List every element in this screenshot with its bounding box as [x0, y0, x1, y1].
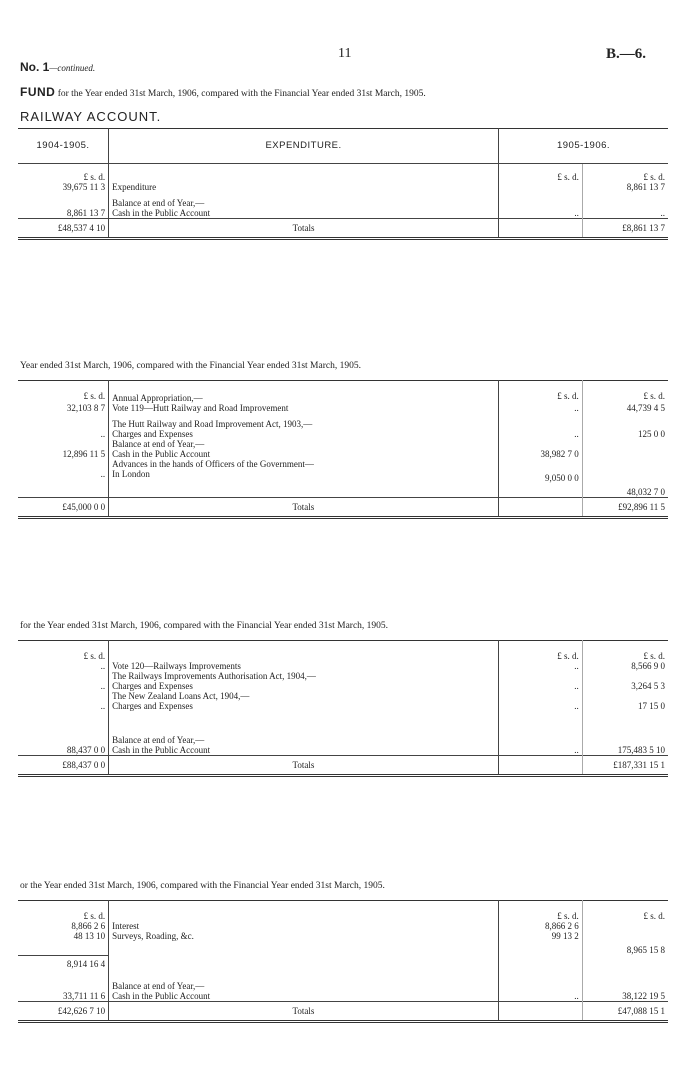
amount-current-year: £ s. d.: [643, 651, 665, 661]
table-row: [18, 429, 668, 439]
amount-detail: [498, 955, 582, 969]
row-description: Vote 120—Railways Improvements: [109, 661, 499, 671]
table-row: [18, 981, 668, 991]
amount-prior-year: £ s. d.: [18, 641, 109, 662]
row-description: Balance at end of Year,—: [109, 735, 499, 745]
amount-prior-year: 8,866 2 6: [18, 921, 109, 931]
row-description: The Railways Improvements Authorisation Act, 1904,—: [109, 671, 499, 681]
amount-detail: [498, 459, 582, 469]
row-description: [109, 208, 499, 219]
table-row: [18, 459, 668, 469]
table-row: [18, 691, 668, 701]
amount-current-year: 3,264 5 3: [631, 681, 665, 691]
amount-detail: £ s. d.: [498, 641, 582, 662]
amount-current-year: [582, 921, 668, 931]
amount-prior-year: [18, 691, 109, 701]
row-label: Balance at end of Year,—: [112, 198, 205, 208]
amount-current-year: 8,861 13 7: [626, 182, 665, 192]
continued-no: No. 1: [20, 60, 50, 74]
amount-prior-year: [18, 439, 109, 449]
amount-detail: 38,982 7 0: [498, 449, 582, 459]
row-description: Totals: [109, 1001, 499, 1021]
total-right: £8,861 13 7: [582, 219, 668, 239]
totals-row: [18, 219, 668, 239]
amount-current-year: [582, 439, 668, 449]
row-description: [109, 901, 499, 922]
table-row: [18, 198, 668, 208]
amount-detail: ..: [498, 403, 582, 413]
amount-detail: £ s. d.: [498, 381, 582, 404]
amount-prior-year: 33,711 11 6: [18, 991, 109, 1002]
col-year-1904: 1904-1905.: [18, 129, 109, 164]
table-row: [18, 901, 668, 922]
amount-detail: [498, 419, 582, 429]
total-left: £48,537 4 10: [18, 219, 109, 239]
amount-detail: [498, 671, 582, 681]
amount-prior-year: ..: [18, 681, 109, 691]
amount-current-year: 48,032 7 0: [626, 487, 665, 497]
amount-prior-year: £ s. d.: [18, 381, 109, 404]
table-row: [18, 419, 668, 429]
col-year-1905: 1905-1906.: [499, 129, 668, 164]
hutt-railway-table: [18, 380, 668, 519]
page-number: 11: [338, 46, 352, 61]
row-description: Cash in the Public Account: [109, 991, 499, 1002]
amount-prior-year: [18, 459, 109, 469]
amount-current-year: 125 0 0: [638, 429, 665, 439]
table-row: [18, 439, 668, 449]
amount-prior-year: 8,914 16 4: [18, 955, 109, 969]
table-row: [18, 991, 668, 1002]
amount-current-year: [582, 981, 668, 991]
amount-current-year: 175,483 5 10: [617, 745, 665, 755]
amount-prior-year: ..: [18, 701, 109, 711]
row-description: Balance at end of Year,—: [109, 439, 499, 449]
row-description: Charges and Expenses: [109, 681, 499, 691]
amount-prior-year: £42,626 7 10: [18, 1001, 109, 1021]
amount-prior-year: [18, 735, 109, 745]
amount-prior-year: £45,000 0 0: [18, 498, 109, 518]
table-row: [18, 129, 668, 164]
amount-prior-year: [18, 483, 109, 498]
section2-heading: Year ended 31st March, 1906, compared with the Financial Year ended 31st March, 1905.: [20, 361, 361, 371]
row-description: The Hutt Railway and Road Improvement Act, 1903,—: [109, 419, 499, 429]
amount-detail: ..: [498, 681, 582, 691]
amount-detail: [499, 182, 583, 192]
row-description: The New Zealand Loans Act, 1904,—: [109, 691, 499, 701]
continued-word: —continued.: [49, 63, 96, 73]
totals-row: [18, 498, 668, 518]
totals-row: [18, 1001, 668, 1021]
amount-prior-year: [18, 711, 109, 735]
table-row: [18, 921, 668, 931]
row-label: Cash in the Public Account: [112, 208, 211, 218]
amount-prior-year: 48 13 10: [18, 931, 109, 941]
section3-heading: for the Year ended 31st March, 1906, compared with the Financial Year ended 31st March, 1905.: [20, 621, 389, 631]
amount-current-year: 38,122 19 5: [622, 990, 665, 1001]
money-head: £ s. d.: [18, 164, 109, 183]
table-row: [18, 969, 668, 981]
amount-current-year: [582, 459, 668, 469]
amount-current-year: £ s. d.: [643, 391, 665, 401]
section4-heading: or the Year ended 31st March, 1906, compared with the Financial Year ended 31st March, 1905.: [20, 881, 385, 891]
amount-detail: [499, 219, 583, 239]
table-row: [18, 483, 668, 498]
totals-row: [18, 756, 668, 776]
col-expenditure: EXPENDITURE.: [109, 129, 499, 164]
table-row: [18, 641, 668, 662]
fund-word: FUND: [20, 85, 56, 99]
table-row: [18, 449, 668, 459]
amount-detail: [498, 691, 582, 701]
table-row: [18, 711, 668, 735]
table-row: [18, 381, 668, 404]
amount-detail: [498, 735, 582, 745]
table-row: [18, 745, 668, 756]
row-description: Cash in the Public Account: [109, 449, 499, 459]
amount-current-year: [582, 735, 668, 745]
amount-detail: ..: [498, 429, 582, 439]
amount-detail: ..: [498, 701, 582, 711]
amount-current-year: ..: [660, 208, 665, 218]
row-description: [109, 483, 499, 498]
amount-detail: [498, 969, 582, 981]
amount-prior-year: 32,103 8 7: [18, 403, 109, 413]
amount-current-year: [582, 969, 668, 981]
railway-account-table: [18, 128, 668, 240]
row-description: [109, 969, 499, 981]
amount-current-year: [582, 955, 668, 969]
amount-detail: [498, 981, 582, 991]
amount-prior-year: ..: [18, 661, 109, 671]
row-description: Totals: [109, 498, 499, 518]
table-row: [18, 208, 668, 219]
amount-current-year: 8,566 9 0: [631, 661, 665, 671]
amount-detail: [498, 439, 582, 449]
amount-prior-year: [18, 671, 109, 681]
amount-detail: 99 13 2: [498, 931, 582, 941]
amount-detail: ..: [498, 745, 582, 756]
amount-current-year: [582, 449, 668, 459]
money-head: £ s. d.: [643, 172, 665, 182]
table-row: [18, 701, 668, 711]
row-description: Charges and Expenses: [109, 429, 499, 439]
amount-prior-year: [18, 981, 109, 991]
row-description: [109, 955, 499, 969]
row-description: Charges and Expenses: [109, 701, 499, 711]
row-description: Annual Appropriation,—: [109, 381, 499, 404]
amount-detail: 9,050 0 0: [498, 469, 582, 483]
amount-prior-year: ..: [18, 469, 109, 483]
fund-heading-rest: for the Year ended 31st March, 1906, compared with the Financial Year ended 31st March, 1905.: [55, 89, 426, 99]
amount-prior-year: [18, 198, 109, 208]
amount-current-year: [582, 671, 668, 681]
table-row: [18, 403, 668, 413]
row-description: [109, 641, 499, 662]
amount-prior-year: 39,675 11 3: [18, 182, 109, 192]
amount-detail: [498, 1001, 582, 1021]
row-description: Balance at end of Year,—: [109, 981, 499, 991]
table-row: [18, 469, 668, 483]
amount-detail: ..: [499, 208, 583, 219]
amount-prior-year: 12,896 11 5: [18, 449, 109, 459]
row-description: [109, 941, 499, 955]
amount-current-year: £ s. d.: [643, 911, 665, 921]
amount-prior-year: £ s. d.: [18, 901, 109, 922]
amount-detail: 8,866 2 6: [498, 921, 582, 931]
paper-id: B.—6.: [606, 46, 647, 62]
row-description: Vote 119—Hutt Railway and Road Improvement: [109, 403, 499, 413]
amount-detail: £ s. d.: [498, 901, 582, 922]
interest-surveys-table: [18, 900, 668, 1023]
table-row: [18, 164, 668, 183]
amount-detail: [498, 941, 582, 955]
continued-label: [20, 60, 95, 75]
amount-current-year: [582, 691, 668, 701]
amount-current-year: [582, 469, 668, 483]
amount-current-year: 44,739 4 5: [626, 403, 665, 413]
table-row: [18, 735, 668, 745]
amount-prior-year: [18, 969, 109, 981]
amount-detail: ..: [498, 991, 582, 1002]
amount-prior-year: £88,437 0 0: [18, 756, 109, 776]
row-description: [109, 164, 499, 183]
totals-label: Totals: [109, 219, 499, 239]
amount-current-year: £47,088 15 1: [582, 1001, 668, 1021]
money-head: £ s. d.: [499, 164, 583, 183]
row-description: [109, 711, 499, 735]
railway-account-title: RAILWAY ACCOUNT.: [20, 109, 162, 124]
table-row: [18, 671, 668, 681]
fund-heading: [20, 85, 426, 99]
row-label: Expenditure: [112, 182, 157, 192]
table-row: [18, 182, 668, 192]
amount-current-year: £187,331 15 1: [582, 756, 668, 776]
amount-detail: [498, 711, 582, 735]
amount-prior-year: 8,861 13 7: [18, 208, 109, 219]
row-description: Interest: [109, 921, 499, 931]
row-description: Advances in the hands of Officers of the Government—: [109, 459, 499, 469]
amount-current-year: [582, 419, 668, 429]
row-description: Totals: [109, 756, 499, 776]
amount-detail: [499, 198, 583, 208]
row-description: Surveys, Roading, &c.: [109, 931, 499, 941]
amount-detail: [498, 483, 582, 498]
amount-current-year: [582, 931, 668, 941]
amount-current-year: [582, 711, 668, 735]
row-description: Cash in the Public Account: [109, 745, 499, 756]
railways-improvements-table: [18, 640, 668, 777]
amount-prior-year: [18, 419, 109, 429]
amount-detail: [498, 498, 582, 518]
table-row: [18, 681, 668, 691]
amount-current-year: £92,896 11 5: [582, 498, 668, 518]
amount-detail: ..: [498, 661, 582, 671]
row-description: [109, 198, 499, 208]
table-row: [18, 931, 668, 941]
table-row: [18, 661, 668, 671]
amount-prior-year: 88,437 0 0: [18, 745, 109, 756]
table-row: [18, 955, 668, 969]
amount-prior-year: [18, 941, 109, 955]
row-description: In London: [109, 469, 499, 483]
table-row: [18, 941, 668, 955]
amount-prior-year: ..: [18, 429, 109, 439]
amount-current-year: 8,965 15 8: [626, 945, 665, 955]
amount-detail: [498, 756, 582, 776]
row-description: [109, 182, 499, 192]
amount-current-year: [582, 198, 668, 208]
amount-current-year: 17 15 0: [638, 701, 665, 711]
